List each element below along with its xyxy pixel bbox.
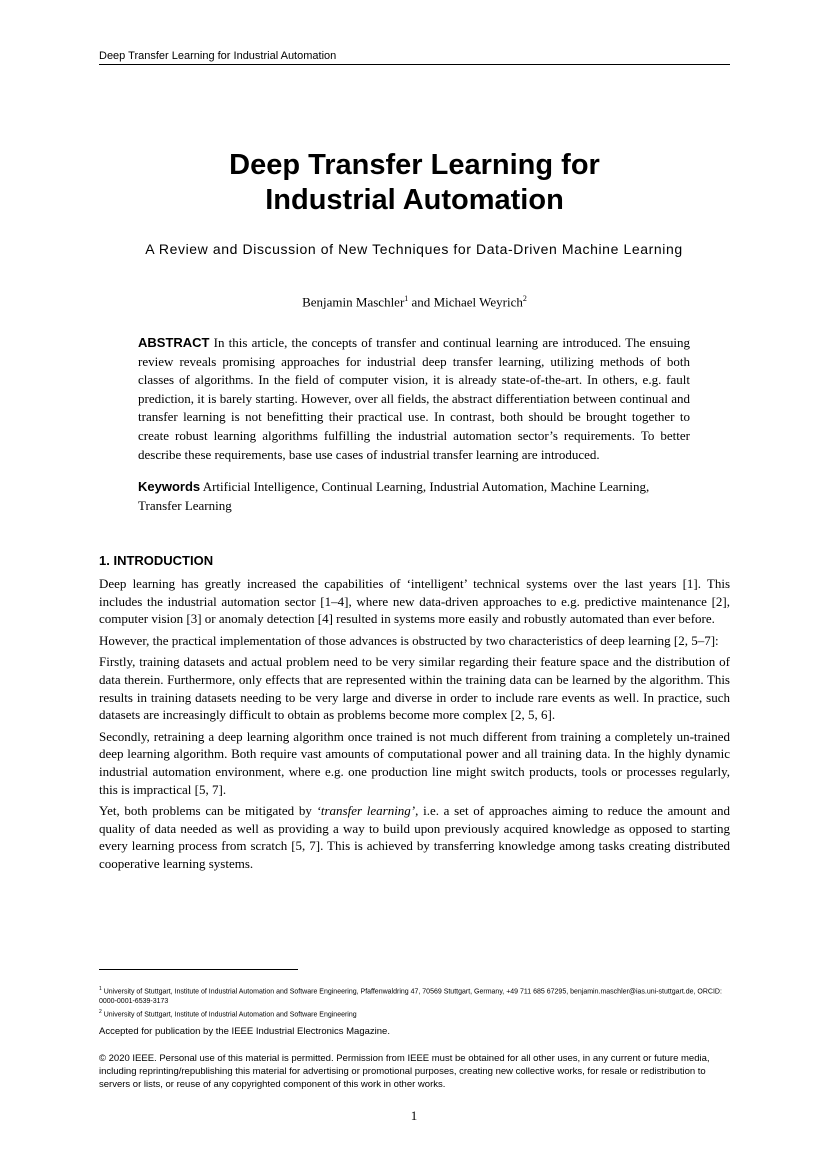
acceptance-note: Accepted for publication by the IEEE Industrial Electronics Magazine. bbox=[99, 1026, 390, 1037]
keywords-text: Artificial Intelligence, Continual Learning, Industrial Automation, Machine Learning, Transfer Learning bbox=[138, 479, 650, 513]
abstract-label: ABSTRACT bbox=[138, 335, 210, 350]
footnote-2 bbox=[99, 1007, 731, 1020]
paragraph: However, the practical implementation of those advances is obstructed by two characteristics of deep learning [2, 5–7]: bbox=[99, 632, 719, 648]
keywords-label: Keywords bbox=[138, 479, 201, 494]
running-header: Deep Transfer Learning for Industrial Automation bbox=[99, 49, 730, 65]
author-1-affiliation-mark: 1 bbox=[404, 294, 409, 303]
keywords bbox=[138, 478, 690, 515]
footnote-divider bbox=[99, 969, 298, 970]
introduction-body bbox=[99, 575, 730, 877]
paragraph-text: Yet, both problems can be mitigated by bbox=[99, 803, 317, 819]
author-1: Benjamin Maschler bbox=[302, 294, 405, 310]
paragraph: Deep learning has greatly increased the capabilities of ‘intelligent’ technical systems over the last years [1]. This includes the industrial automation sector [1–4], where new data-driven approaches to e.g. predictive maintenance [2], computer vision [3] or anomaly detection [4] resulted in systems more easily and robustly automated than ever before. bbox=[99, 576, 730, 627]
footnote-mark: 1 bbox=[99, 986, 102, 992]
emphasized-term: ‘transfer learning’ bbox=[316, 803, 416, 819]
abstract-text: In this article, the concepts of transfer and continual learning are introduced. The ensuing review reveals promising approaches for industrial deep transfer learning, utilizing methods of both classes of algorithms. In the field of computer vision, it is already state-of-the-art. In others, e.g. fault prediction, it is barely starting. However, over all fields, the abstract differentiation between continual and transfer learning is not benefitting their practical use. In contrast, both should be brought together to create robust learning algorithms fulfilling the industrial automation sector’s requirements. To better describe these requirements, base use cases of industrial transfer learning are introduced. bbox=[138, 335, 690, 462]
section-heading-introduction: 1. INTRODUCTION bbox=[99, 553, 214, 568]
footnote-1 bbox=[99, 984, 731, 1007]
footnote-text: University of Stuttgart, Institute of Industrial Automation and Software Engineering, Pfaffenwaldring 47, 70569 Stuttgart, Germany, +49 711 685 67295, benjamin.maschler@ias.uni-stuttgart.de, ORCID: 0000-0001-6539-3173 bbox=[99, 988, 722, 1006]
paper-subtitle: A Review and Discussion of New Techniques for Data-Driven Machine Learning bbox=[145, 241, 683, 257]
footnote-mark: 2 bbox=[99, 1009, 102, 1016]
author-connector: and bbox=[408, 294, 434, 310]
author-2: Michael Weyrich bbox=[433, 294, 523, 310]
author-2-affiliation-mark: 2 bbox=[522, 294, 527, 303]
paragraph bbox=[99, 802, 730, 872]
copyright-notice: © 2020 IEEE. Personal use of this material is permitted. Permission from IEEE must be obtained for all other uses, in any current or future media, including reprinting/republishing this material for advertising or promotional purposes, creating new collective works, for resale or redistribution to servers or lists, or reuse of any copyrighted component of this work in other works. bbox=[99, 1053, 710, 1090]
paragraph: Firstly, training datasets and actual problem need to be very similar regarding their feature space and the distribution of data therein. Furthermore, only effects that are represented within the training data can be learned by the algorithm. This results in training datasets needing to be very large and diverse in order to include rare events as well. In practice, such datasets are increasingly difficult to obtain as problems become more complex [2, 5, 6]. bbox=[99, 654, 730, 723]
footnote-text: University of Stuttgart, Institute of Industrial Automation and Software Engineering bbox=[103, 1011, 357, 1019]
author-line bbox=[99, 290, 730, 310]
footnotes bbox=[99, 984, 731, 1021]
title-line-1: Deep Transfer Learning for bbox=[229, 149, 600, 181]
paper-title bbox=[99, 148, 730, 218]
title-line-2: Industrial Automation bbox=[265, 184, 564, 216]
page-number: 1 bbox=[410, 1108, 418, 1123]
paragraph-text: , i.e. a set of approaches aiming to reduce the amount and quality of data needed as well as providing a way to build upon previously acquired knowledge as opposed to starting every learning process from scratch [5, 7]. This is achieved by transferring knowledge among tasks creating distributed cooperative learning systems. bbox=[99, 803, 730, 871]
paragraph: Secondly, retraining a deep learning algorithm once trained is not much different from training a completely un-trained deep learning algorithm. Both require vast amounts of computational power and all training data. In the highly dynamic industrial automation environment, where e.g. one production line might switch products, tools or processes regularly, this is impractical [5, 7]. bbox=[99, 728, 730, 797]
abstract bbox=[138, 334, 690, 464]
